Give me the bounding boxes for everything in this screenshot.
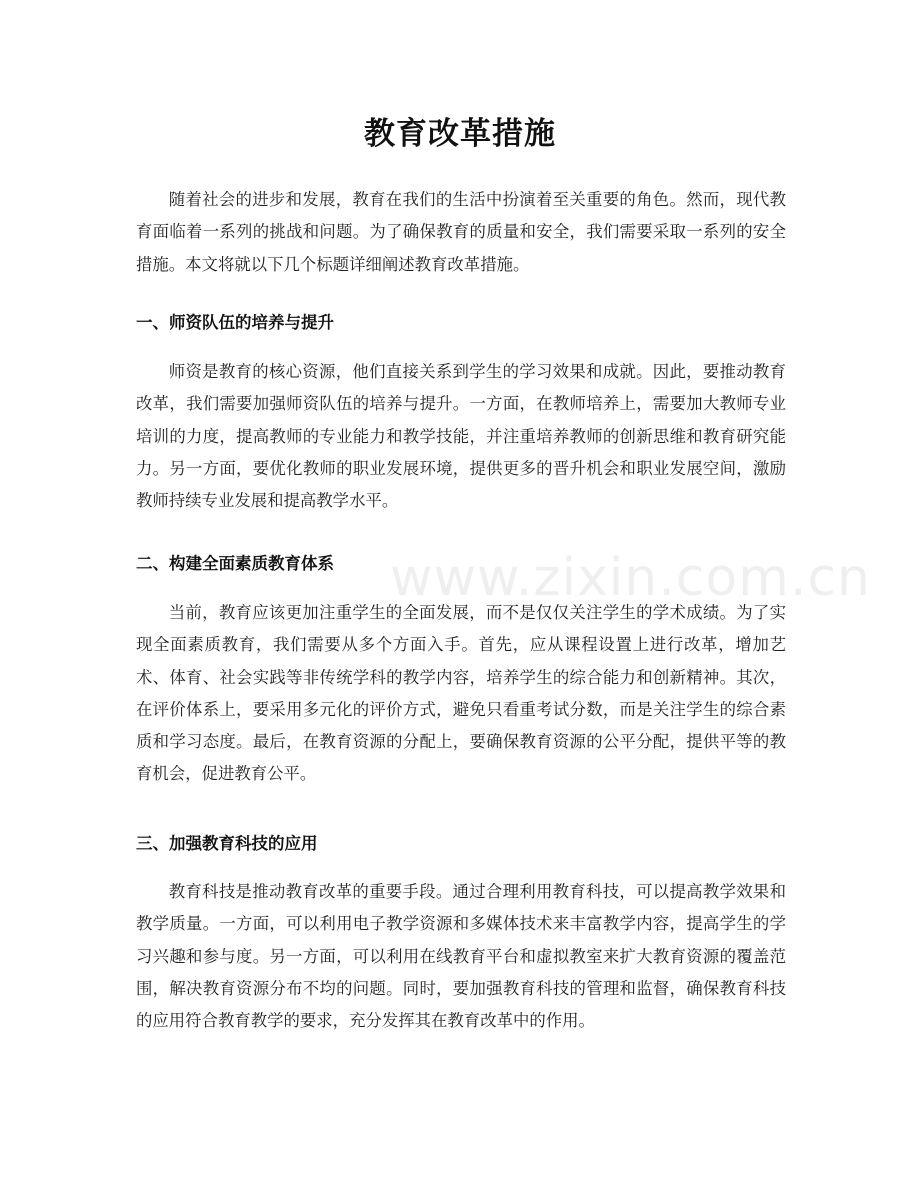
section-2-paragraph: 当前，教育应该更加注重学生的全面发展，而不是仅仅关注学生的学术成绩。为了实现全面素质教育，我们需要从多个方面入手。首先，应从课程设置上进行改革，增加艺术、体育、社会实践等非传统学科的教学内容，培养学生的综合能力和创新精神。其次，在评价体系上，要采用多元化的评价方式，避免只看重考试分数，而是关注学生的综合素质和学习态度。最后，在教育资源的分配上，要确保教育资源的公平分配，提供平等的教育机会，促进教育公平。 xyxy=(136,603,786,784)
document-title: 教育改革措施 xyxy=(364,116,556,152)
watermark-text: www.zixin.com.cn xyxy=(390,548,871,608)
section-3-heading: 三、加强教育科技的应用 xyxy=(136,834,318,853)
section-2-heading: 二、构建全面素质教育体系 xyxy=(136,554,334,573)
section-3-paragraph: 教育科技是推动教育改革的重要手段。通过合理利用教育科技，可以提高教学效果和教学质量。一方面，可以利用电子教学资源和多媒体技术来丰富教学内容，提高学生的学习兴趣和参与度。另一方面，可以利用在线教育平台和虚拟教室来扩大教育资源的覆盖范围，解决教育资源分布不均的问题。同时，要加强教育科技的管理和监督，确保教育科技的应用符合教育教学的要求，充分发挥其在教育改革中的作用。 xyxy=(136,882,786,1031)
section-1-heading: 一、师资队伍的培养与提升 xyxy=(136,313,334,332)
intro-paragraph: 随着社会的进步和发展，教育在我们的生活中扮演着至关重要的角色。然而，现代教育面临着一系列的挑战和问题。为了确保教育的质量和安全，我们需要采取一系列的安全措施。本文将就以下几个标题详细阐述教育改革措施。 xyxy=(136,190,786,274)
section-1-paragraph: 师资是教育的核心资源，他们直接关系到学生的学习效果和成就。因此，要推动教育改革，我们需要加强师资队伍的培养与提升。一方面，在教师培养上，需要加大教师专业培训的力度，提高教师的专业能力和教学技能，并注重培养教师的创新思维和教育研究能力。另一方面，要优化教师的职业发展环境，提供更多的晋升机会和职业发展空间，激励教师持续专业发展和提高教学水平。 xyxy=(136,362,786,511)
